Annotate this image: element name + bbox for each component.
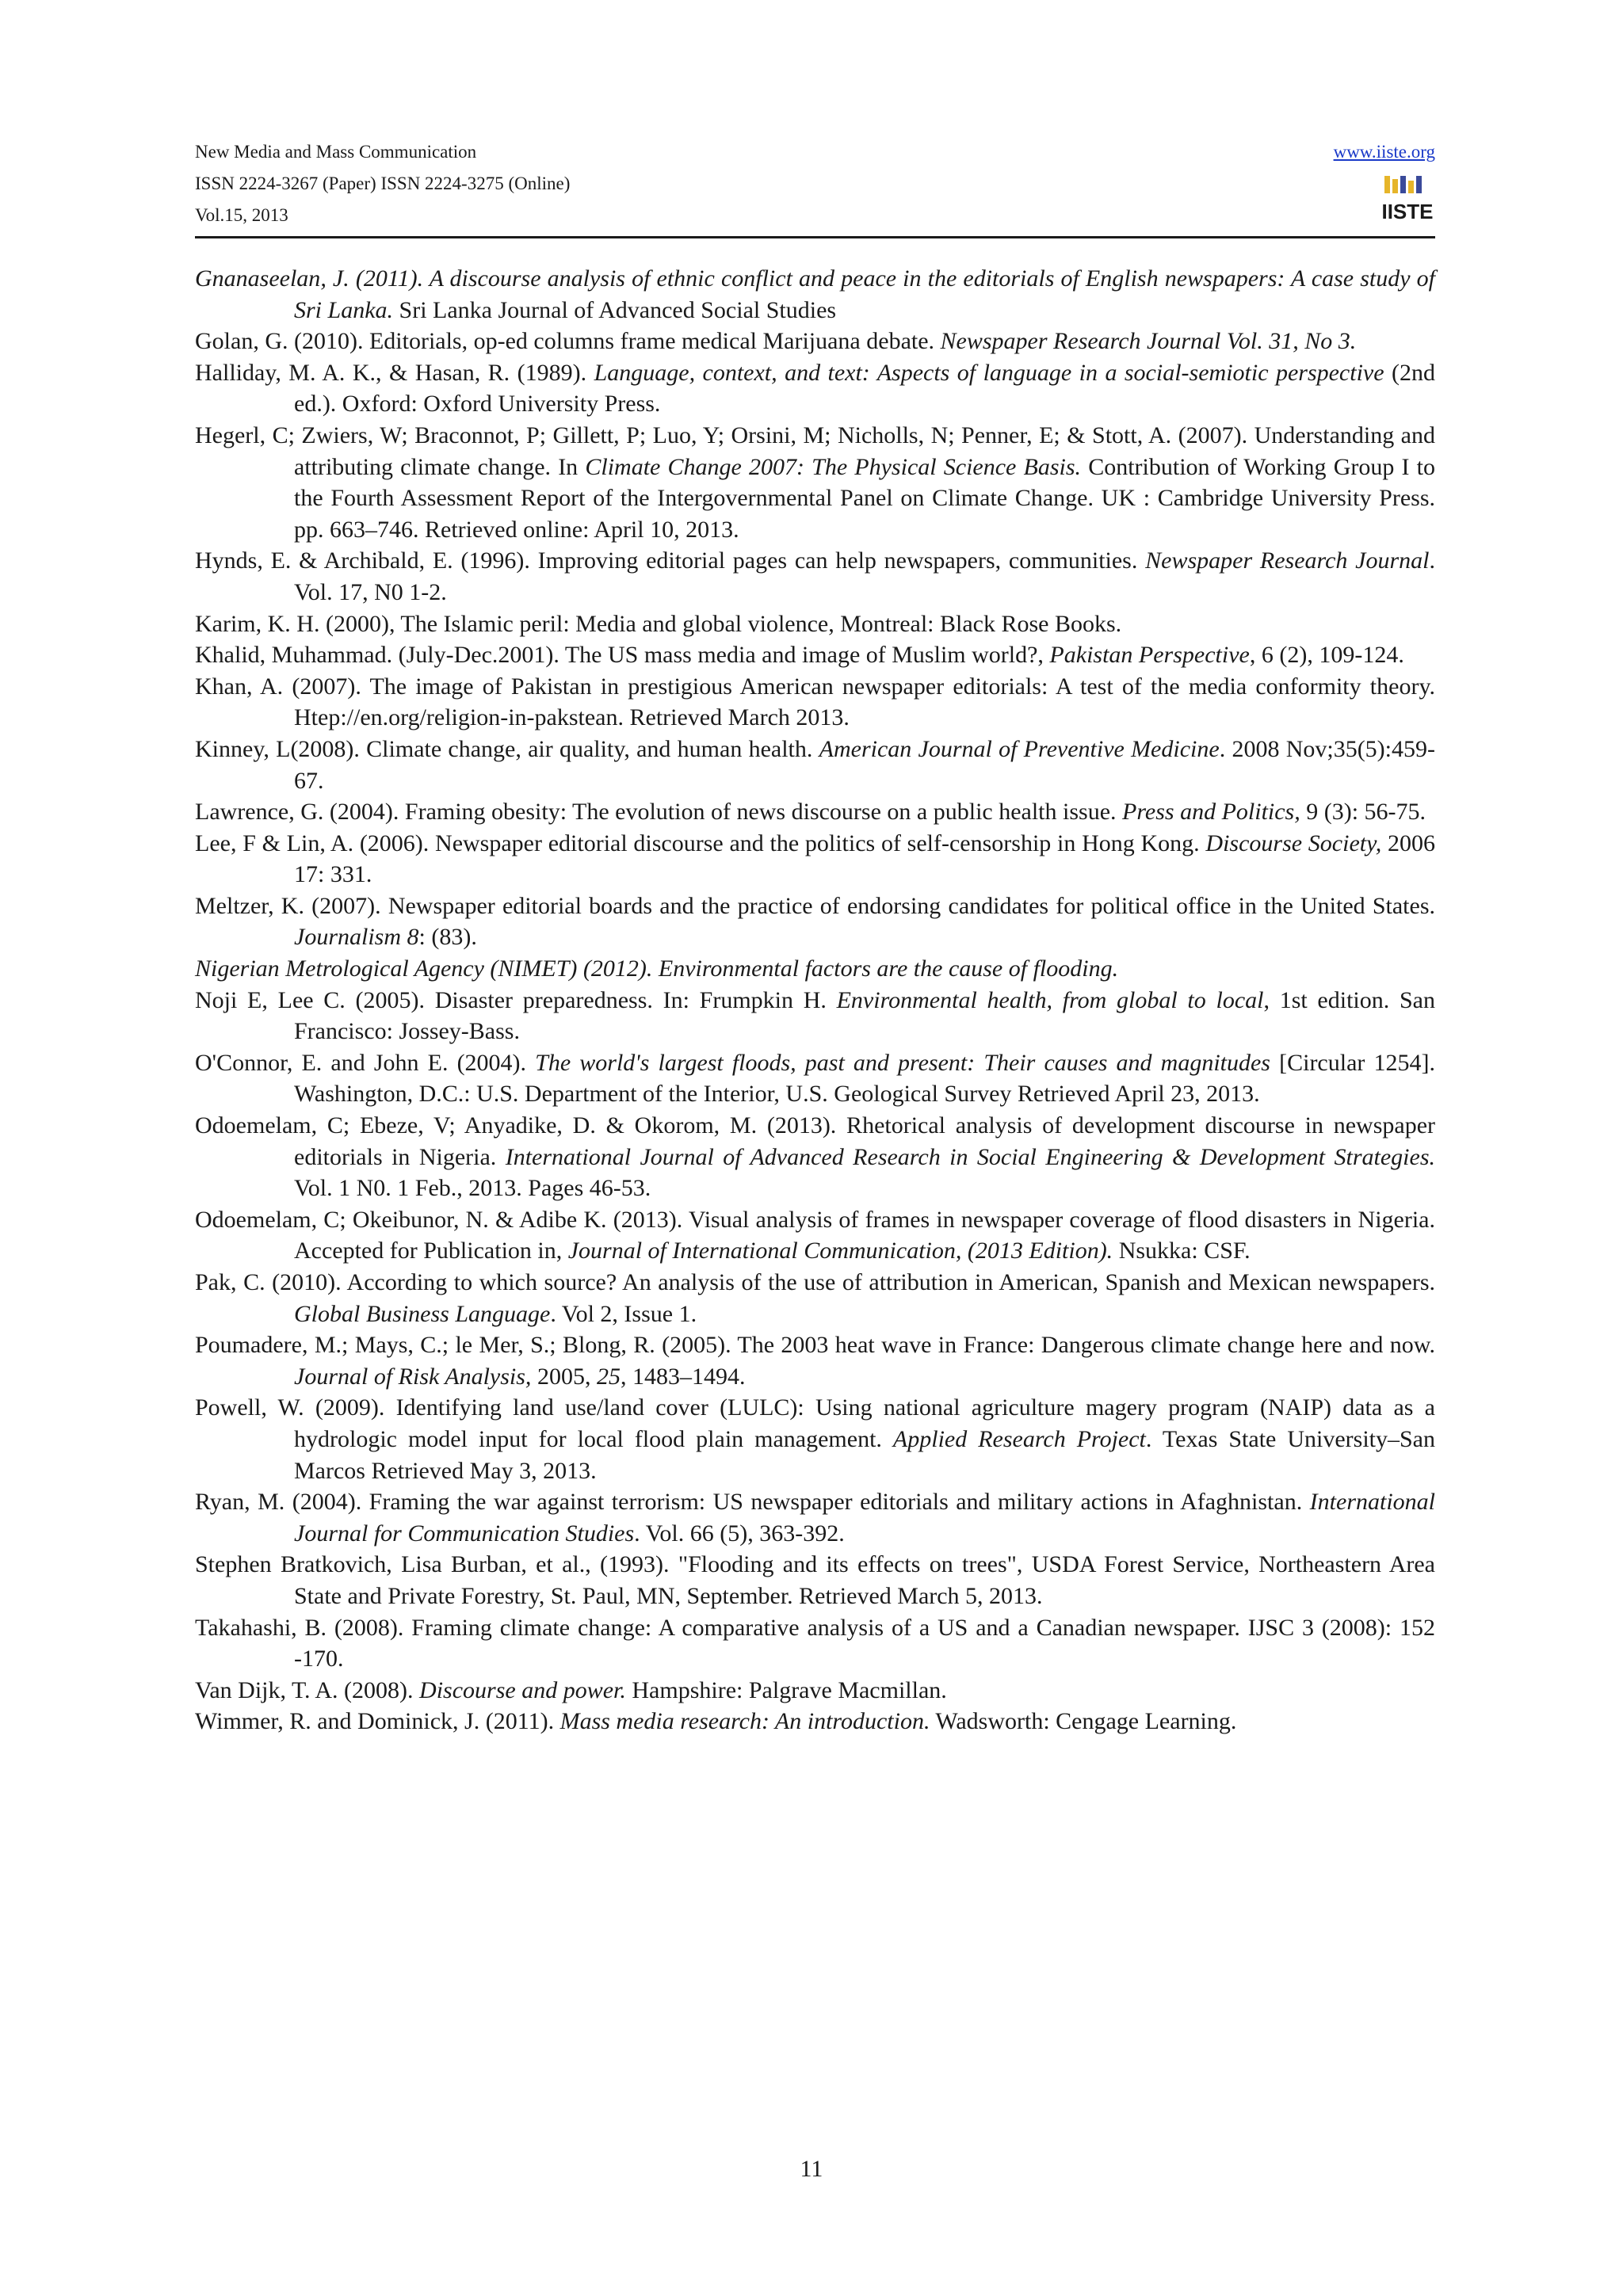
reference-entry: Golan, G. (2010). Editorials, op-ed columns frame medical Marijuana debate. Newspaper Research Journal Vol. 31, No 3.	[195, 328, 1357, 355]
reference-entry: Noji E, Lee C. (2005). Disaster preparedness. In: Frumpkin H. Environmental health, from global to local, 1st edition. San Francisco: Jossey-Bass.	[195, 986, 1435, 1045]
svg-text:IISTE: IISTE	[1381, 200, 1434, 223]
reference-entry: O'Connor, E. and John E. (2004). The world's largest floods, past and present: Their causes and magnitudes [Circular 1254]. Washington, D.C.: U.S. Department of the Interior, U.S. Geological Survey Retrieved April 23, 2013.	[195, 1049, 1435, 1108]
reference-entry: Wimmer, R. and Dominick, J. (2011). Mass media research: An introduction. Wadsworth: Cengage Learning.	[195, 1708, 1237, 1735]
journal-website-link[interactable]: www.iiste.org	[1333, 142, 1435, 162]
page-number: 11	[800, 2156, 823, 2182]
reference-entry: Lawrence, G. (2004). Framing obesity: The evolution of news discourse on a public health issue. Press and Politics, 9 (3): 56-75.	[195, 799, 1426, 826]
reference-entry: Hegerl, C; Zwiers, W; Braconnot, P; Gillett, P; Luo, Y; Orsini, M; Nicholls, N; Penner, E; & Stott, A. (2007). Understanding and attributing climate change. In Climate Change 2007: The Physical Science Basis. Contribution of Working Group I to the Fourth Assessment Report of the Intergovernmental Panel on Climate Change. UK : Cambridge University Press. pp. 663–746. Retrieved online: April 10, 2013.	[195, 421, 1435, 543]
reference-entry: Gnanaseelan, J. (2011). A discourse analysis of ethnic conflict and peace in the editorials of English newspapers: A case study of Sri Lanka. Sri Lanka Journal of Advanced Social Studies	[195, 265, 1435, 323]
issn-line: ISSN 2224-3267 (Paper) ISSN 2224-3275 (Online)	[195, 174, 571, 193]
reference-entry: Powell, W. (2009). Identifying land use/land cover (LULC): Using national agriculture magery program (NAIP) data as a hydrologic model input for local flood plain management. Applied Research Project. Texas State University–San Marcos Retrieved May 3, 2013.	[195, 1394, 1435, 1484]
reference-entry: Poumadere, M.; Mays, C.; le Mer, S.; Blong, R. (2005). The 2003 heat wave in France: Dangerous climate change here and now. Journal of Risk Analysis, 2005, 25, 1483–1494.	[195, 1332, 1435, 1390]
reference-entry: Odoemelam, C; Okeibunor, N. & Adibe K. (2013). Visual analysis of frames in newspaper coverage of flood disasters in Nigeria. Accepted for Publication in, Journal of International Communication, (2013 Edition). Nsukka: CSF.	[195, 1206, 1435, 1264]
reference-entry: Takahashi, B. (2008). Framing climate change: A comparative analysis of a US and a Canadian newspaper. IJSC 3 (2008): 152 -170.	[195, 1614, 1435, 1672]
reference-entry: Hynds, E. & Archibald, E. (1996). Improving editorial pages can help newspapers, communities. Newspaper Research Journal. Vol. 17, N0 1-2.	[195, 547, 1435, 605]
header-divider	[195, 236, 1435, 238]
reference-entry: Karim, K. H. (2000), The Islamic peril: Media and global violence, Montreal: Black Rose Books.	[195, 610, 1122, 637]
reference-entry: Nigerian Metrological Agency (NIMET) (2012). Environmental factors are the cause of flooding.	[195, 955, 1119, 982]
journal-name: New Media and Mass Communication	[195, 142, 477, 162]
reference-entry: Pak, C. (2010). According to which source? An analysis of the use of attribution in American, Spanish and Mexican newspapers. Global Business Language. Vol 2, Issue 1.	[195, 1269, 1435, 1327]
reference-list	[195, 263, 1435, 1737]
reference-entry: Stephen Bratkovich, Lisa Burban, et al., (1993). "Flooding and its effects on trees", USDA Forest Service, Northeastern Area State and Private Forestry, St. Paul, MN, September. Retrieved March 5, 2013.	[195, 1551, 1435, 1609]
page-header	[195, 136, 1435, 235]
reference-entry: Lee, F & Lin, A. (2006). Newspaper editorial discourse and the politics of self-censorship in Hong Kong. Discourse Society, 2006 17: 331.	[195, 830, 1436, 888]
volume-line: Vol.15, 2013	[195, 205, 288, 225]
reference-entry: Khalid, Muhammad. (July-Dec.2001). The US mass media and image of Muslim world?, Pakistan Perspective, 6 (2), 109-124.	[195, 642, 1404, 669]
reference-entry: Meltzer, K. (2007). Newspaper editorial boards and the practice of endorsing candidates for political office in the United States. Journalism 8: (83).	[195, 892, 1435, 951]
reference-entry: Ryan, M. (2004). Framing the war against terrorism: US newspaper editorials and military actions in Afaghnistan. International Journal for Communication Studies. Vol. 66 (5), 363-392.	[195, 1489, 1435, 1547]
reference-entry: Khan, A. (2007). The image of Pakistan in prestigious American newspaper editorials: A test of the media conformity theory. Htep://en.org/religion-in-pakstean. Retrieved March 2013.	[195, 673, 1435, 731]
reference-entry: Van Dijk, T. A. (2008). Discourse and power. Hampshire: Palgrave Macmillan.	[195, 1676, 947, 1703]
reference-entry: Halliday, M. A. K., & Hasan, R. (1989). Language, context, and text: Aspects of language in a social-semiotic perspective (2nd ed.). Oxford: Oxford University Press.	[195, 359, 1435, 418]
reference-entry: Kinney, L(2008). Climate change, air quality, and human health. American Journal of Preventive Medicine. 2008 Nov;35(5):459-67.	[195, 735, 1435, 794]
iiste-logo-icon	[1381, 173, 1434, 225]
reference-entry: Odoemelam, C; Ebeze, V; Anyadike, D. & Okorom, M. (2013). Rhetorical analysis of development discourse in newspaper editorials in Nigeria. International Journal of Advanced Research in Social Engineering & Development Strategies. Vol. 1 N0. 1 Feb., 2013. Pages 46-53.	[195, 1112, 1435, 1202]
